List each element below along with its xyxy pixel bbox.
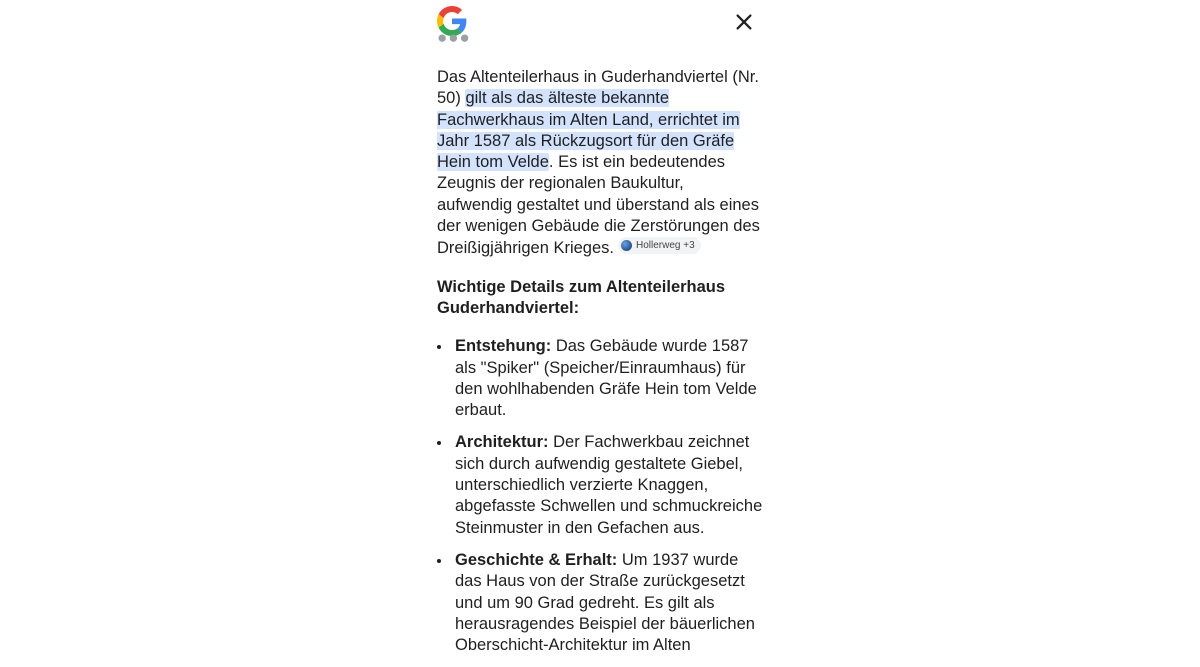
list-item <box>437 550 763 656</box>
details-list <box>437 336 763 656</box>
list-item-label: Architektur: <box>455 433 549 452</box>
list-item-text: Der Fachwerkbau zeichnet sich durch aufwendig gestaltete Giebel, unterschiedlich verzierte Knaggen, abgefasste Schwellen und schmuckreiche Steinmuster in den Gefachen aus. <box>455 433 763 537</box>
close-icon[interactable] <box>733 11 755 33</box>
list-item-text: Um 1937 wurde das Haus von der Straße zurückgesetzt und um 90 Grad gedreht. Es gilt als herausragendes Beispiel der bäuerlichen Oberschicht-Architektur im Alten <box>455 550 755 655</box>
source-favicon-icon <box>621 240 632 251</box>
intro-paragraph <box>437 67 763 260</box>
list-item-text: Das Gebäude wurde 1587 als "Spiker" (Speicher/Einraumhaus) für den wohlhabenden Gräfe Hein tom Velde erbaut. <box>455 337 757 420</box>
list-item <box>437 336 763 421</box>
overview-content <box>437 67 763 667</box>
list-item-label: Geschichte & Erhalt: <box>455 550 618 569</box>
highlighted-answer[interactable]: gilt als das älteste bekannte Fachwerkhaus im Alten Land, errichtet im Jahr 1587 als Rückzugsort für den Gräfe Hein tom Velde <box>437 89 740 172</box>
source-chip-label: Hollerweg +3 <box>636 240 695 252</box>
list-item-label: Entstehung: <box>455 337 552 356</box>
details-heading: Wichtige Details zum Altenteilerhaus Guderhandviertel: <box>437 277 726 317</box>
scrolled-off-text: ●●● <box>437 28 471 47</box>
intro-text-before: Das Altenteilerhaus in Guderhandviertel (Nr. 50) <box>437 68 759 108</box>
source-chip[interactable] <box>618 237 701 254</box>
list-item <box>437 432 763 538</box>
intro-text-after: . Es ist ein bedeutendes Zeugnis der regionalen Baukultur, aufwendig gestaltet und überstand als eines der wenigen Gebäude die Zerstörungen des Dreißigjährigen Krieges. <box>437 153 760 258</box>
